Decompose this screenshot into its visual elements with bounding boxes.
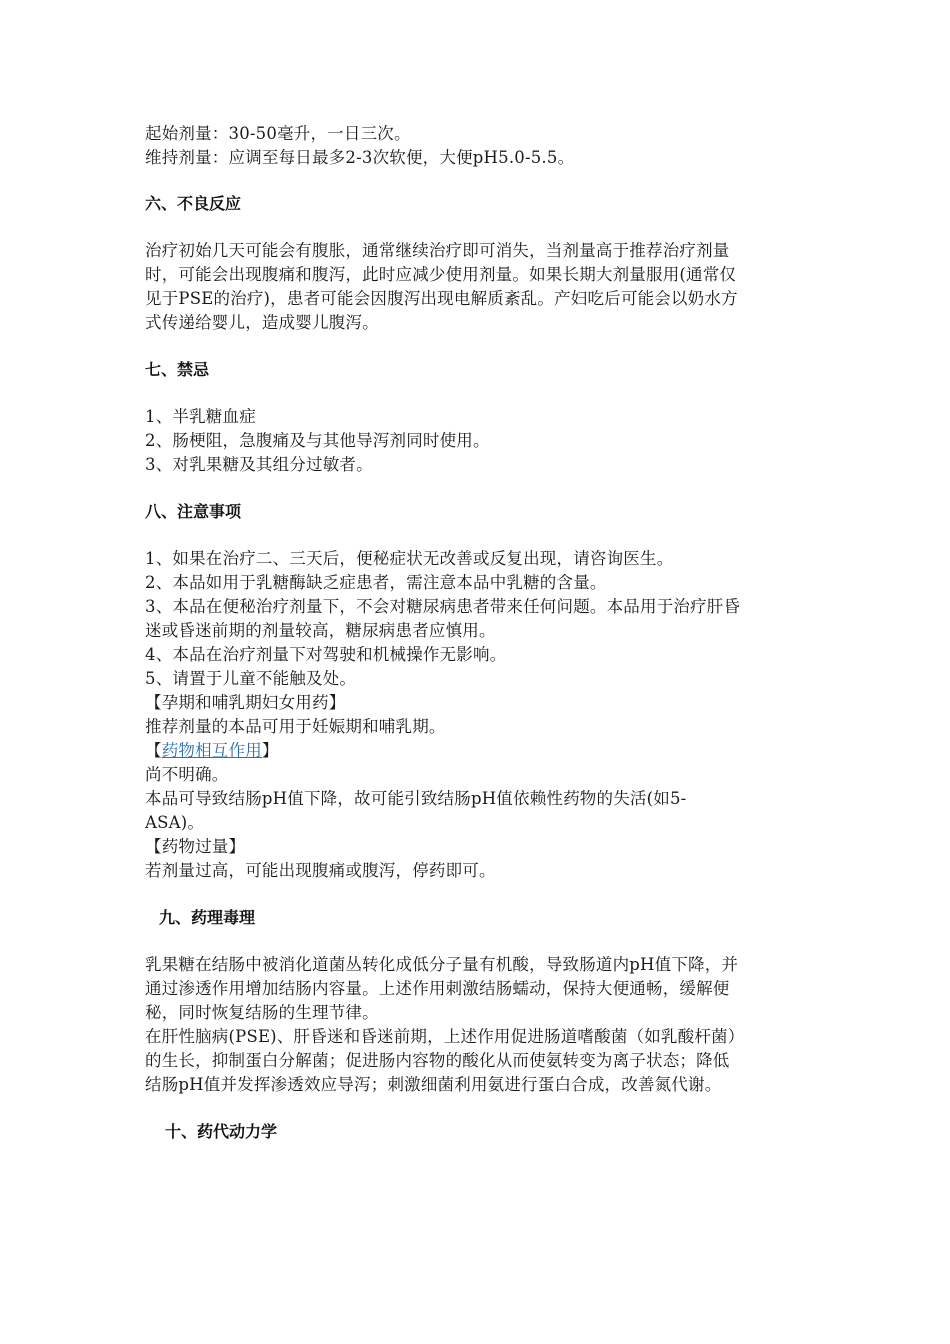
text-line: 4、本品在治疗剂量下对驾驶和机械操作无影响。 xyxy=(145,645,507,664)
interaction-text: ASA)。 xyxy=(145,813,205,832)
text-line: 秘，同时恢复结肠的生理节律。 xyxy=(145,1003,379,1022)
contra-list xyxy=(145,405,815,477)
precautions-body xyxy=(145,547,815,883)
text-line: 在肝性脑病(PSE)、肝昏迷和昏迷前期，上述作用促进肠道嗜酸菌（如乳酸杆菌） xyxy=(145,1027,745,1046)
text-line: 3、本品在便秘治疗剂量下，不会对糖尿病患者带来任何问题。本品用于治疗肝昏 xyxy=(145,597,741,616)
text-line: 时，可能会出现腹痛和腹泻，此时应减少使用剂量。如果长期大剂量服用(通常仅 xyxy=(145,265,737,284)
text-line: 迷或昏迷前期的剂量较高，糖尿病患者应慎用。 xyxy=(145,621,496,640)
pharmacology-body xyxy=(145,953,815,1097)
document-page xyxy=(145,122,815,1144)
text-line: 2、本品如用于乳糖酶缺乏症患者，需注意本品中乳糖的含量。 xyxy=(145,573,607,592)
text-line: 的生长，抑制蛋白分解菌；促进肠内容物的酸化从而使氨转变为离子状态；降低 xyxy=(145,1051,730,1070)
text-line: 通过渗透作用增加结肠内容量。上述作用刺激结肠蠕动，保持大便通畅，缓解便 xyxy=(145,979,730,998)
text-line: 式传递给婴儿，造成婴儿腹泻。 xyxy=(145,313,379,332)
dosage-start: 起始剂量：30-50毫升，一日三次。 xyxy=(145,124,411,143)
list-item: 3、对乳果糖及其组分过敏者。 xyxy=(145,455,373,474)
section-heading-adverse: 六、不良反应 xyxy=(145,194,242,213)
interaction-text: 本品可导致结肠pH值下降，故可能引致结肠pH值依赖性药物的失活(如5- xyxy=(145,789,687,808)
text-line: 结肠pH值并发挥渗透效应导泻；刺激细菌利用氨进行蛋白合成，改善氮代谢。 xyxy=(145,1075,722,1094)
section-heading-pharmacology: 九、药理毒理 xyxy=(159,908,256,927)
overdose-heading: 【药物过量】 xyxy=(145,837,246,856)
section-heading-precautions: 八、注意事项 xyxy=(145,502,242,521)
text-line: 乳果糖在结肠中被消化道菌丛转化成低分子量有机酸，导致肠道内pH值下降，并 xyxy=(145,955,739,974)
pregnancy-text: 推荐剂量的本品可用于妊娠期和哺乳期。 xyxy=(145,717,446,736)
section-heading-contraindications: 七、禁忌 xyxy=(145,360,210,379)
text-line: 见于PSE的治疗)，患者可能会因腹泻出现电解质紊乱。产妇吃后可能会以奶水方 xyxy=(145,289,738,308)
text-line: 5、请置于儿童不能触及处。 xyxy=(145,669,357,688)
bracket-close: 】 xyxy=(261,741,279,760)
list-item: 2、肠梗阻，急腹痛及与其他导泻剂同时使用。 xyxy=(145,431,490,450)
interaction-heading xyxy=(145,739,815,763)
section-heading-pharmacokinetics: 十、药代动力学 xyxy=(165,1122,278,1141)
overdose-text: 若剂量过高，可能出现腹痛或腹泻，停药即可。 xyxy=(145,861,496,880)
dosage-maintain: 维持剂量：应调至每日最多2-3次软便，大便pH5.0-5.5。 xyxy=(145,148,575,167)
adverse-paragraph xyxy=(145,239,815,335)
pregnancy-heading: 【孕期和哺乳期妇女用药】 xyxy=(145,693,346,712)
list-item: 1、半乳糖血症 xyxy=(145,407,256,426)
interaction-text: 尚不明确。 xyxy=(145,765,229,784)
text-line: 1、如果在治疗二、三天后，便秘症状无改善或反复出现，请咨询医生。 xyxy=(145,549,674,568)
bracket-open: 【 xyxy=(145,741,162,760)
text-line: 治疗初始几天可能会有腹胀，通常继续治疗即可消失，当剂量高于推荐治疗剂量 xyxy=(145,241,730,260)
drug-interaction-link[interactable]: 药物相互作用 xyxy=(161,741,262,760)
